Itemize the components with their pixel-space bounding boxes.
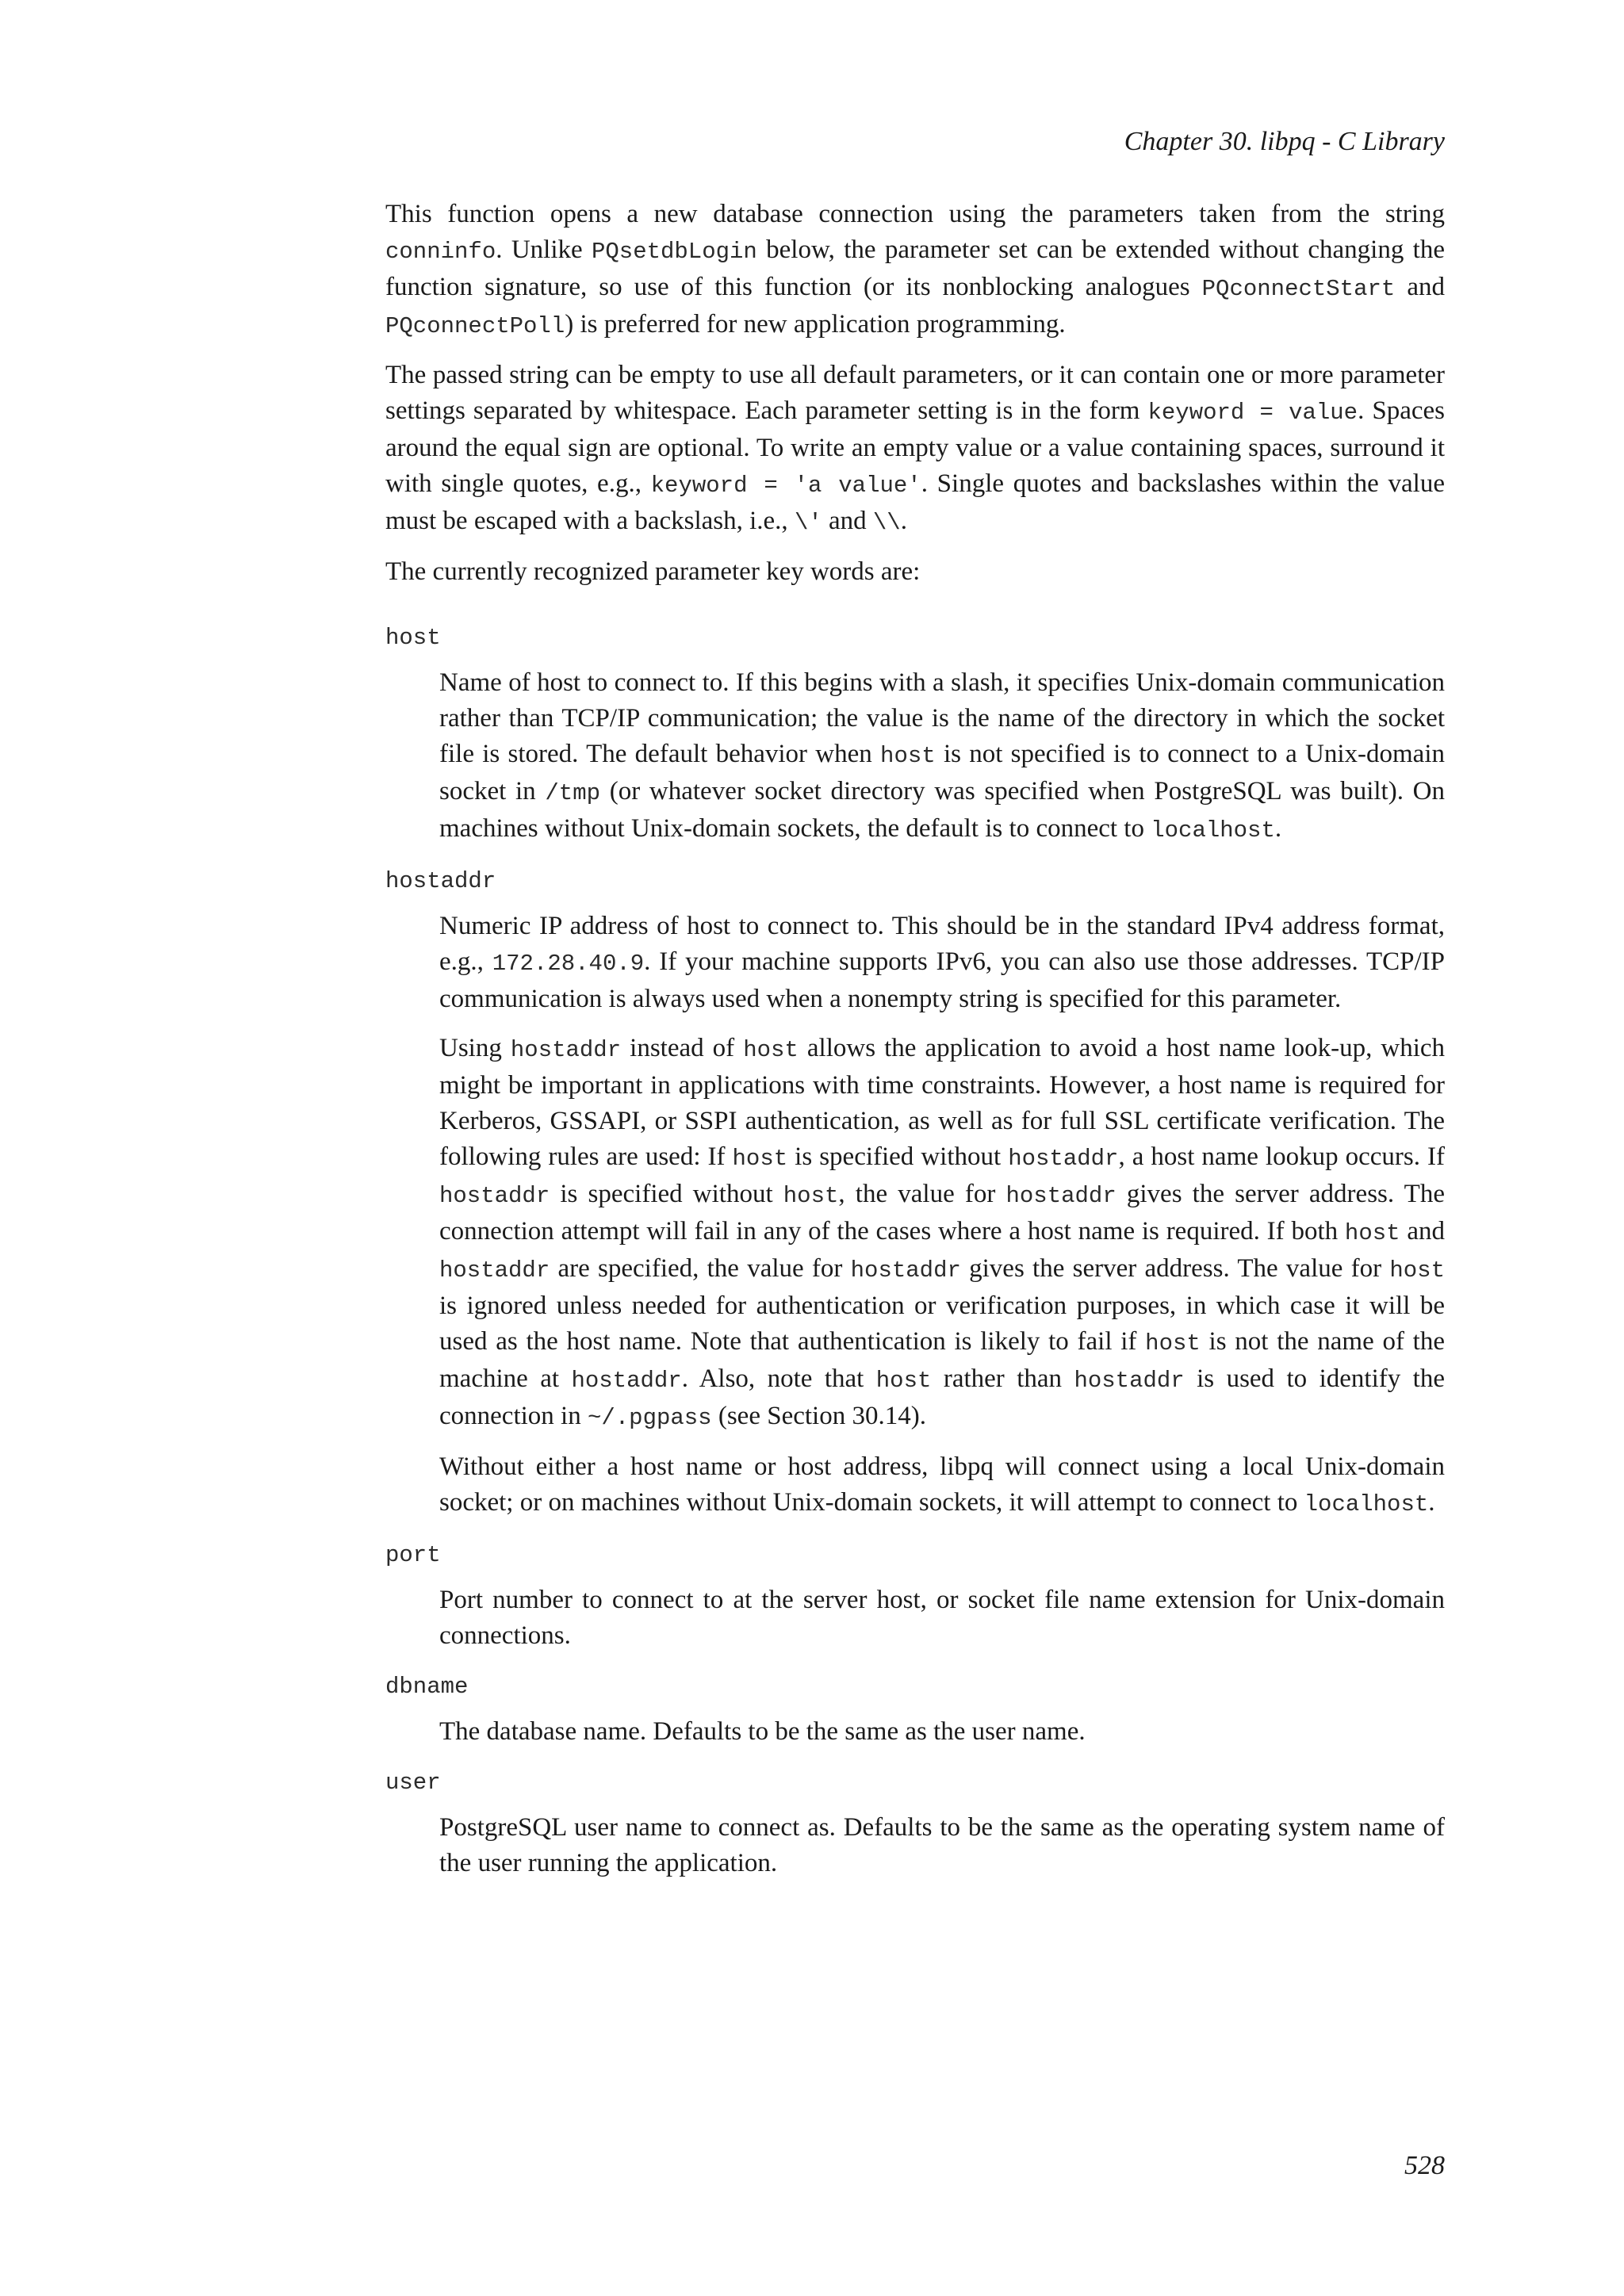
param-hostaddr-paragraph-3: Without either a host name or host address, libpq will connect using a local Unix-domain socket; or on machines without Unix-domain sockets, it will attempt to connect to localhost. — [439, 1452, 1445, 1517]
running-header: Chapter 30. libpq - C Library — [1124, 127, 1445, 156]
parameter-list — [385, 618, 1445, 1881]
intro-paragraph-1: This function opens a new database connection using the parameters taken from the string conninfo. Unlike PQsetdbLogin below, the parameter set can be extended without changing the function signature, so use of this function (or its nonblocking analogues PQconnectStart and PQconnectPoll) is preferred for new application programming. — [385, 200, 1445, 339]
param-dbname-paragraph: The database name. Defaults to be the same as the user name. — [439, 1717, 1086, 1746]
page-content — [385, 197, 1445, 1895]
param-term-hostaddr: hostaddr — [385, 868, 496, 894]
param-desc-port — [439, 1582, 1445, 1654]
param-term-host: host — [385, 625, 441, 651]
param-host-paragraph: Name of host to connect to. If this begins with a slash, it specifies Unix-domain communication rather than TCP/IP communication; the value is the name of the directory in which the socket file is stored. The default behavior when host is not specified is to connect to a Unix-domain socket in /tmp (or whatever socket directory was specified when PostgreSQL was built). On machines without Unix-domain sockets, the default is to connect to localhost. — [439, 668, 1445, 844]
param-desc-host — [439, 665, 1445, 848]
param-user-paragraph: PostgreSQL user name to connect as. Defaults to be the same as the operating system name of the user running the application. — [439, 1813, 1445, 1877]
page-number: 528 — [1404, 2151, 1445, 2180]
param-port-paragraph: Port number to connect to at the server host, or socket file name extension for Unix-domain connections. — [439, 1586, 1445, 1650]
intro-paragraph-2: The passed string can be empty to use all default parameters, or it can contain one or more parameter settings separated by whitespace. Each parameter setting is in the form keyword = value. Spaces around the equal sign are optional. To write an empty value or a value containing spaces, surround it with single quotes, e.g., keyword = 'a value'. Single quotes and backslashes within the value must be escaped with a backslash, i.e., \' and \\. — [385, 361, 1446, 536]
param-desc-user — [439, 1810, 1445, 1881]
param-desc-dbname — [439, 1714, 1445, 1750]
param-term-port: port — [385, 1542, 441, 1568]
intro-paragraph-3: The currently recognized parameter key words are: — [385, 557, 921, 586]
param-desc-hostaddr — [439, 909, 1445, 1522]
param-hostaddr-paragraph-1: Numeric IP address of host to connect to. This should be in the standard IPv4 address format, e.g., 172.28.40.9. If your machine supports IPv6, you can also use those addresses. TCP/IP communication is always used when a nonempty string is specified for this parameter. — [439, 912, 1446, 1013]
param-term-dbname: dbname — [385, 1674, 469, 1700]
param-term-user: user — [385, 1770, 441, 1796]
param-hostaddr-paragraph-2: Using hostaddr instead of host allows the application to avoid a host name look-up, which might be important in applications with time constraints. However, a host name is required for Kerberos, GSSAPI, or SSPI authentication, as well as for full SSL certificate verification. The following rules are used: If host is specified without hostaddr, a host name lookup occurs. If hostaddr is specified without host, the value for hostaddr gives the server address. The connection attempt will fail in any of the cases where a host name is required. If both host and hostaddr are specified, the value for hostaddr gives the server address. The value for host is ignored unless needed for authentication or verification purposes, in which case it will be used as the host name. Note that authentication is likely to fail if host is not the name of the machine at hostaddr. Also, note that host rather than hostaddr is used to identify the connection in ~/.pgpass (see Section 30.14). — [439, 1034, 1446, 1431]
